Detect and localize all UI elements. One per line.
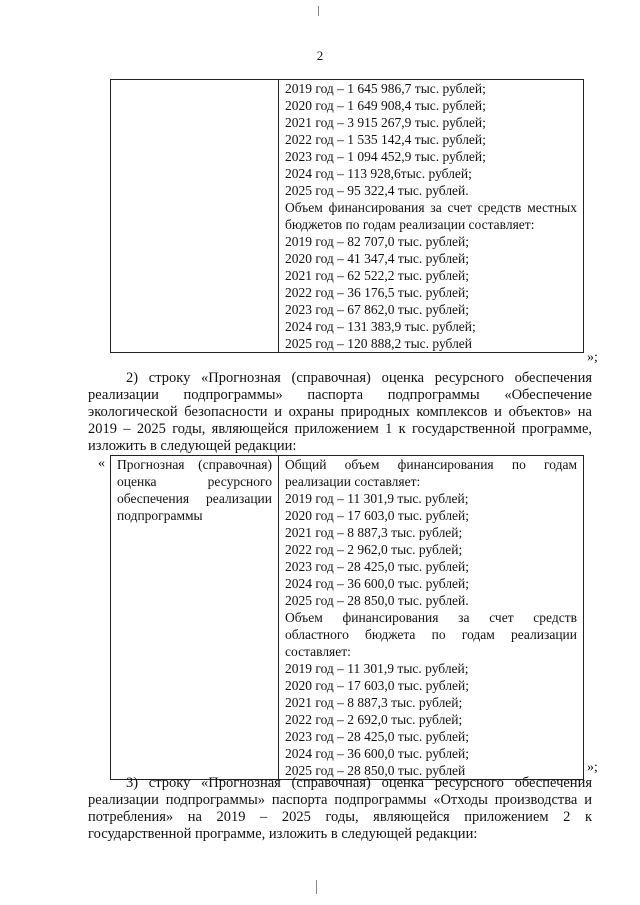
regional-line: 2021 год – 8 887,3 тыс. рублей;	[285, 695, 463, 710]
row-title: Прогнозная (справочная) оценка ресурсного обеспечения реализации подпрограммы	[117, 457, 272, 523]
regional-line: 2023 год – 28 425,0 тыс. рублей;	[285, 729, 470, 744]
local-line: 2021 год – 62 522,2 тыс. рублей;	[285, 268, 470, 283]
total-line: 2019 год – 11 301,9 тыс. рублей;	[285, 491, 469, 506]
closing-quote: »;	[587, 760, 598, 775]
table2-right-cell	[279, 456, 584, 780]
local-line: 2025 год – 120 888,2 тыс. рублей	[285, 336, 473, 351]
regional-line: 2024 год – 36 600,0 тыс. рублей;	[285, 746, 470, 761]
page-number: 2	[316, 48, 324, 63]
total-line: 2024 год – 113 928,6тыс. рублей;	[285, 166, 472, 181]
total-line: 2022 год – 2 962,0 тыс. рублей;	[285, 542, 463, 557]
financing-table	[110, 455, 584, 780]
scan-mark	[318, 6, 319, 16]
total-line: 2025 год – 95 322,4 тыс. рублей.	[285, 183, 469, 198]
total-line: 2019 год – 1 645 986,7 тыс. рублей;	[285, 81, 486, 96]
total-line: 2023 год – 28 425,0 тыс. рублей;	[285, 559, 470, 574]
financing-table-continued	[110, 79, 584, 353]
scan-mark	[316, 880, 317, 894]
total-line: 2020 год – 17 603,0 тыс. рублей;	[285, 508, 470, 523]
regional-line: 2019 год – 11 301,9 тыс. рублей;	[285, 661, 469, 676]
total-heading: Общий объем финансирования по годам реализации составляет:	[285, 457, 577, 489]
total-line: 2022 год – 1 535 142,4 тыс. рублей;	[285, 132, 486, 147]
regional-line: 2025 год – 28 850,0 тыс. рублей	[285, 763, 466, 778]
local-line: 2023 год – 67 862,0 тыс. рублей;	[285, 302, 470, 317]
local-budget-heading: Объем финансирования за счет средств местных бюджетов по годам реализации составляет:	[285, 200, 577, 232]
total-line: 2024 год – 36 600,0 тыс. рублей;	[285, 576, 470, 591]
local-line: 2024 год – 131 383,9 тыс. рублей;	[285, 319, 476, 334]
regional-budget-heading: Объем финансирования за счет средств областного бюджета по годам реализации составляет:	[285, 610, 577, 659]
paragraph-3-text: 3) строку «Прогнозная (справочная) оценка ресурсного обеспечения реализации подпрограммы» паспорта подпрограммы «Отходы производства и потребления» на 2019 – 2025 годы, являющейся приложением 2 к государственной программе, изложить в следующей редакции:	[88, 775, 592, 842]
paragraph-3	[88, 775, 592, 843]
table1-left-cell	[111, 80, 279, 353]
paragraph-2	[88, 370, 592, 455]
regional-line: 2022 год – 2 692,0 тыс. рублей;	[285, 712, 463, 727]
total-line: 2021 год – 8 887,3 тыс. рублей;	[285, 525, 463, 540]
total-line: 2025 год – 28 850,0 тыс. рублей.	[285, 593, 469, 608]
total-line: 2021 год – 3 915 267,9 тыс. рублей;	[285, 115, 486, 130]
closing-quote: »;	[587, 350, 598, 365]
total-line: 2020 год – 1 649 908,4 тыс. рублей;	[285, 98, 486, 113]
table1-right-cell	[279, 80, 584, 353]
local-line: 2022 год – 36 176,5 тыс. рублей;	[285, 285, 470, 300]
local-line: 2020 год – 41 347,4 тыс. рублей;	[285, 251, 470, 266]
regional-line: 2020 год – 17 603,0 тыс. рублей;	[285, 678, 470, 693]
paragraph-2-text: 2) строку «Прогнозная (справочная) оценка ресурсного обеспечения реализации подпрограммы» паспорта подпрограммы «Обеспечение экологической безопасности и охраны природных комплексов и объектов» на 2019 – 2025 годы, являющейся приложением 1 к государственной программе, изложить в следующей редакции:	[88, 370, 592, 454]
local-line: 2019 год – 82 707,0 тыс. рублей;	[285, 234, 470, 249]
total-line: 2023 год – 1 094 452,9 тыс. рублей;	[285, 149, 486, 164]
table2-left-cell	[111, 456, 279, 780]
opening-quote: «	[98, 456, 105, 471]
